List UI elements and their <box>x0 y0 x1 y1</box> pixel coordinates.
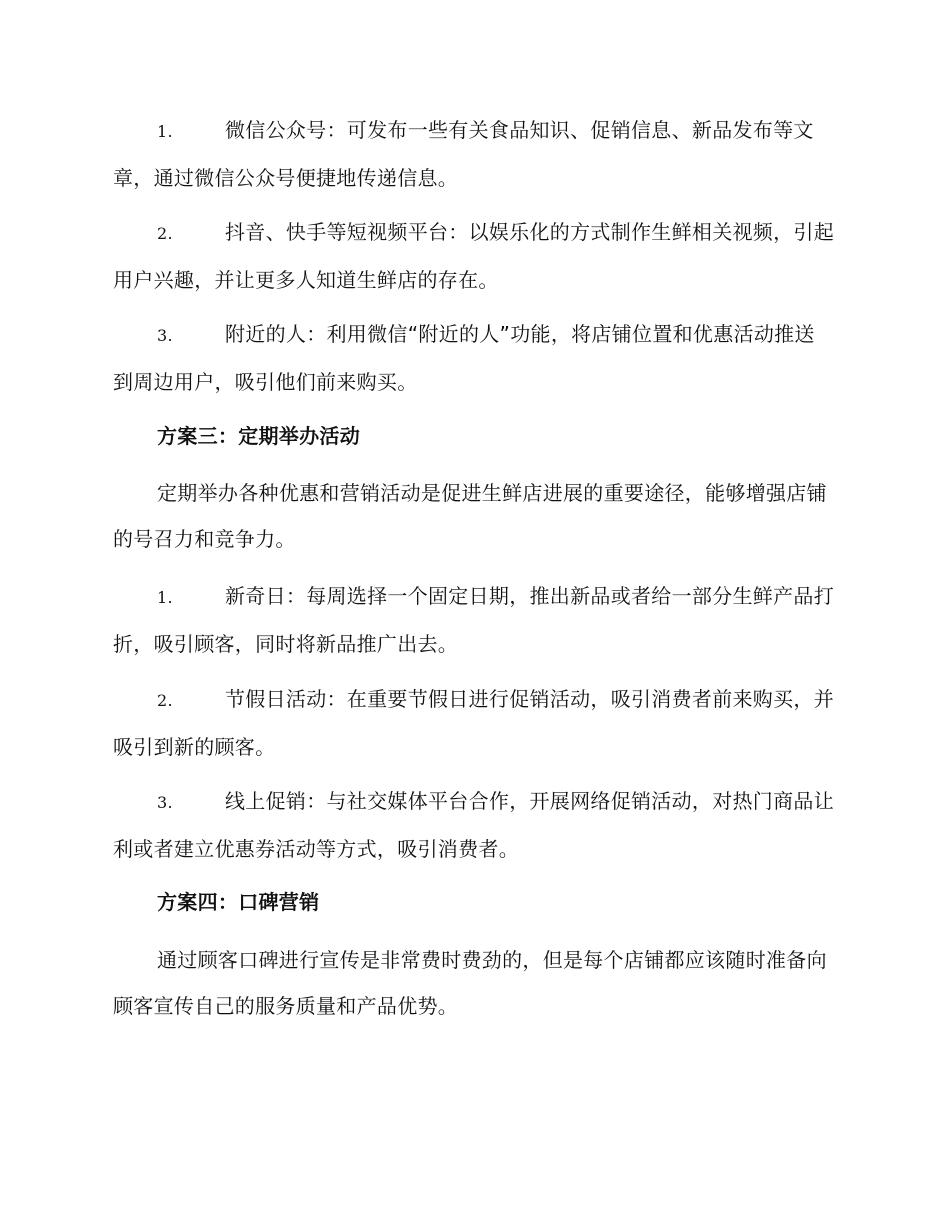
list-number: 1. <box>157 122 173 141</box>
list-number: 1. <box>157 588 173 607</box>
list-item-novelty-day <box>113 573 835 667</box>
paragraph-plan-three: 定期举办各种优惠和营销活动是促进生鲜店进展的重要途径，能够增强店铺的号召力和竞争力。 <box>113 481 827 551</box>
list-number: 3. <box>157 326 173 345</box>
list-item-wechat <box>113 107 835 201</box>
list-item-holiday <box>113 676 835 770</box>
list-number: 3. <box>157 793 173 812</box>
list-text: 新奇日：每周选择一个固定日期，推出新品或者给一部分生鲜产品打折，吸引顾客，同时将新品推广出去。 <box>113 584 834 656</box>
list-text: 节假日活动：在重要节假日进行促销活动，吸引消费者前来购买，并吸引到新的顾客。 <box>113 687 834 759</box>
list-number: 2. <box>157 691 173 710</box>
list-text: 抖音、快手等短视频平台：以娱乐化的方式制作生鲜相关视频，引起用户兴趣，并让更多人知道生鲜店的存在。 <box>113 220 834 292</box>
list-item-online-promo <box>113 778 835 872</box>
section-heading-plan-four: 方案四：口碑营销 <box>157 890 320 914</box>
paragraph-plan-four: 通过顾客口碑进行宣传是非常费时费劲的，但是每个店铺都应该随时准备向顾客宣传自己的服务质量和产品优势。 <box>113 948 827 1018</box>
list-text: 微信公众号：可发布一些有关食品知识、促销信息、新品发布等文章，通过微信公众号便捷地传递信息。 <box>113 118 814 190</box>
list-number: 2. <box>157 224 173 243</box>
list-text: 线上促销：与社交媒体平台合作，开展网络促销活动，对热门商品让利或者建立优惠券活动等方式，吸引消费者。 <box>113 789 834 861</box>
list-item-short-video <box>113 209 835 303</box>
list-text: 附近的人：利用微信“附近的人”功能，将店铺位置和优惠活动推送到周边用户，吸引他们前来购买。 <box>113 322 815 394</box>
list-item-nearby <box>113 311 835 405</box>
section-heading-plan-three: 方案三：定期举办活动 <box>157 424 360 448</box>
